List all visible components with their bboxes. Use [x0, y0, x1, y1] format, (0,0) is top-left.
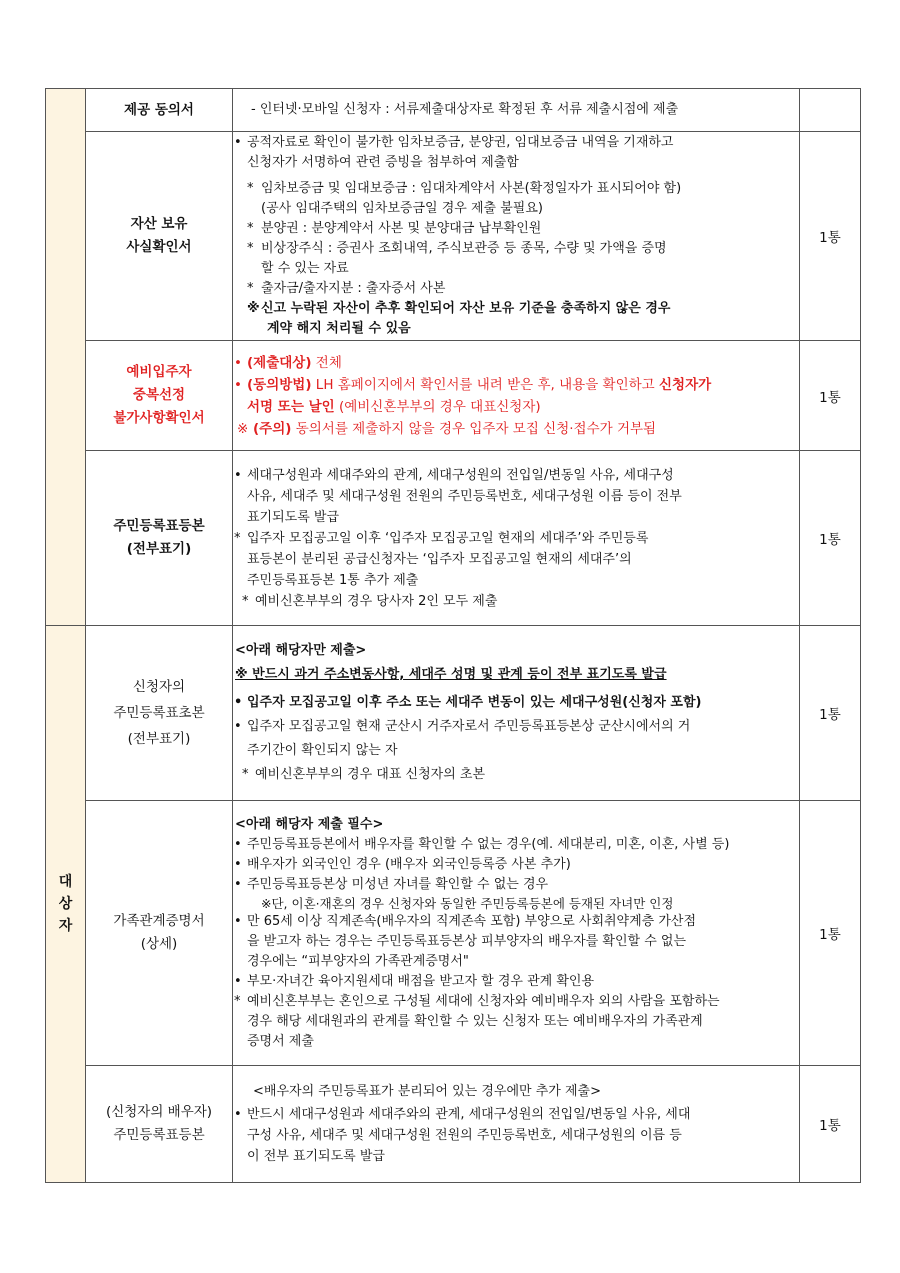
star-icon: * — [247, 241, 254, 256]
label-asset — [86, 132, 233, 341]
label-dup-1: 예비입주자 — [126, 364, 192, 380]
label-family — [86, 801, 233, 1066]
dup-t3-body: 동의서를 제출하지 않을 경우 입주자 모집 신청·접수가 거부됨 — [291, 420, 657, 437]
dup-t1-head: (제출대상) — [247, 354, 312, 371]
label-dup-3: 불가사항확인서 — [113, 410, 205, 426]
content-spouse — [233, 1066, 800, 1183]
dup-t2b-body: (예비신혼부부의 경우 대표신청자) — [334, 398, 541, 415]
label-family-1: 가족관계증명서 — [113, 913, 205, 929]
content-family — [233, 801, 800, 1066]
bullet-icon: • — [234, 913, 242, 929]
content-dup — [233, 341, 800, 451]
family-head: <아래 해당자 제출 필수> — [235, 816, 384, 832]
label-spouse-2: 주민등록표등본 — [113, 1127, 205, 1143]
resident-b2-1: 입주자 모집공고일 이후 ‘입주자 모집공고일 현재의 세대주’와 주민등록 — [247, 530, 649, 546]
star-icon: * — [242, 767, 249, 782]
spouse-b1-1: 반드시 세대구성원과 세대주와의 관계, 세대구성원의 전입일/변동일 사유, 세대 — [247, 1107, 691, 1122]
asset-item-1b: (공사 임대주택의 임차보증금일 경우 제출 불필요) — [261, 201, 543, 216]
count-dup: 1통 — [800, 341, 861, 451]
side-cell-target — [46, 626, 86, 1183]
ref-mark-icon: ※ — [237, 420, 249, 437]
row-family — [46, 801, 861, 1066]
resident-b1-1: 세대구성원과 세대주와의 관계, 세대구성원의 전입일/변동일 사유, 세대구성 — [247, 467, 674, 483]
row-dup — [46, 341, 861, 451]
asset-item-4: 출자금/출자지분 : 출자증서 사본 — [261, 281, 446, 296]
count-asset: 1통 — [800, 132, 861, 341]
abstract-b2-2: 주기간이 확인되지 않는 자 — [247, 743, 398, 758]
side-cell-top — [46, 89, 86, 626]
asset-item-1: 임차보증금 및 임대보증금 : 임대차계약서 사본(확정일자가 표시되어야 함) — [261, 181, 682, 196]
family-b5: 부모·자녀간 육아지원세대 배점을 받고자 할 경우 관계 확인용 — [247, 973, 595, 989]
bullet-icon: • — [234, 836, 242, 852]
count-consent — [800, 89, 861, 132]
side-label-2: 상 — [58, 896, 73, 912]
asset-item-3: 비상장주식 : 증권사 조회내역, 주식보관증 등 종목, 수량 및 가액을 증명 — [261, 241, 667, 256]
count-abstract: 1통 — [800, 626, 861, 801]
label-resident-1: 주민등록표등본 — [113, 518, 205, 534]
bullet-icon: • — [234, 467, 242, 483]
asset-intro-1: 공적자료로 확인이 불가한 임차보증금, 분양권, 임대보증금 내역을 기재하고 — [247, 135, 674, 150]
resident-b2-2: 표등본이 분리된 공급신청자는 ‘입주자 모집공고일 현재의 세대주’의 — [247, 551, 632, 567]
family-b3: 주민등록표등본상 미성년 자녀를 확인할 수 없는 경우 — [247, 876, 549, 892]
dup-t2-bold: 신청자가 — [659, 376, 712, 393]
document-table — [45, 88, 861, 1183]
spouse-head: <배우자의 주민등록표가 분리되어 있는 경우에만 추가 제출> — [253, 1084, 601, 1099]
label-dup-2: 중복선정 — [132, 387, 186, 403]
bullet-icon: • — [234, 135, 242, 150]
dup-t2-head: (동의방법) — [247, 376, 312, 393]
resident-b1-2: 사유, 세대주 및 세대구성원 전원의 주민등록번호, 세대구성원 이름 등이 전부 — [247, 488, 682, 504]
abstract-b3: 예비신혼부부의 경우 대표 신청자의 초본 — [255, 767, 486, 782]
bullet-icon: • — [234, 876, 242, 892]
bullet-icon: • — [234, 695, 243, 710]
label-consent: 제공 동의서 — [86, 89, 233, 132]
row-spouse — [46, 1066, 861, 1183]
dup-t2b-bold: 서명 또는 날인 — [247, 398, 335, 415]
asset-warn-2: 계약 해지 처리될 수 있음 — [267, 321, 411, 336]
row-asset — [46, 132, 861, 341]
abstract-b2-1: 입주자 모집공고일 현재 군산시 거주자로서 주민등록표등본상 군산시에서의 거 — [247, 719, 691, 734]
bullet-icon: • — [234, 376, 242, 393]
star-icon: * — [247, 281, 254, 296]
bullet-icon: • — [234, 856, 242, 872]
count-family: 1통 — [800, 801, 861, 1066]
star-icon: * — [234, 993, 241, 1009]
label-dup — [86, 341, 233, 451]
count-resident: 1통 — [800, 451, 861, 626]
label-resident-2: (전부표기) — [126, 541, 192, 557]
abstract-head: <아래 해당자만 제출> — [235, 643, 367, 658]
label-asset-2: 사실확인서 — [126, 239, 192, 255]
row-abstract — [46, 626, 861, 801]
asset-item-2: 분양권 : 분양계약서 사본 및 분양대금 납부확인원 — [261, 221, 542, 236]
label-asset-1: 자산 보유 — [130, 216, 188, 232]
resident-b2-3: 주민등록표등본 1통 추가 제출 — [247, 572, 419, 588]
bullet-icon: • — [234, 973, 242, 989]
bullet-icon: • — [234, 1107, 242, 1122]
content-asset — [233, 132, 800, 341]
dup-t3-head: (주의) — [253, 420, 292, 437]
bullet-icon: • — [234, 354, 242, 371]
spouse-b1-3: 이 전부 표기되도록 발급 — [247, 1149, 385, 1164]
family-b6-3: 증명서 제출 — [247, 1033, 314, 1049]
label-abstract-1: 신청자의 — [132, 679, 186, 695]
spouse-b1-2: 구성 사유, 세대주 및 세대구성원 전원의 주민등록번호, 세대구성원의 이름 등 — [247, 1128, 682, 1143]
family-b4-1: 만 65세 이상 직계존속(배우자의 직계존속 포함) 부양으로 사회취약계층 가산점 — [247, 913, 697, 929]
label-spouse — [86, 1066, 233, 1183]
ref-mark-icon: ※ — [247, 301, 260, 316]
family-b6-2: 경우 해당 세대원과의 관계를 확인할 수 있는 신청자 또는 예비배우자의 가족관계 — [247, 1013, 703, 1029]
asset-intro-2: 신청자가 서명하여 관련 증빙을 첨부하여 제출함 — [247, 155, 519, 170]
family-b6-1: 예비신혼부부는 혼인으로 구성될 세대에 신청자와 예비배우자 외의 사람을 포함하는 — [247, 993, 720, 1009]
count-spouse: 1통 — [800, 1066, 861, 1183]
dup-t2-body: LH 홈페이지에서 확인서를 내려 받은 후, 내용을 확인하고 — [311, 376, 660, 393]
label-abstract-2: 주민등록표초본 — [113, 705, 205, 721]
abstract-note: ※ 반드시 과거 주소변동사항, 세대주 성명 및 관계 등이 전부 표기도록 발급 — [235, 667, 667, 682]
abstract-b1: 입주자 모집공고일 이후 주소 또는 세대주 변동이 있는 세대구성원(신청자 포함) — [247, 695, 702, 710]
resident-b3: 예비신혼부부의 경우 당사자 2인 모두 제출 — [255, 593, 498, 609]
content-consent — [233, 89, 800, 132]
star-icon: * — [242, 593, 249, 609]
family-b4-2: 을 받고자 하는 경우는 주민등록표등본상 피부양자의 배우자를 확인할 수 없는 — [247, 933, 687, 949]
content-abstract — [233, 626, 800, 801]
asset-item-3b: 할 수 있는 자료 — [261, 261, 349, 276]
family-b3-note: ※단, 이혼·재혼의 경우 신청자와 동일한 주민등록등본에 등재된 자녀만 인정 — [261, 895, 674, 911]
label-spouse-1: (신청자의 배우자) — [105, 1104, 213, 1120]
dup-t1-body: 전체 — [311, 354, 342, 371]
family-b4-3: 경우에는 “피부양자의 가족관계증명서" — [247, 953, 469, 969]
content-resident — [233, 451, 800, 626]
star-icon: * — [234, 530, 241, 546]
star-icon: * — [247, 221, 254, 236]
asset-warn-1: 신고 누락된 자산이 추후 확인되어 자산 보유 기준을 충족하지 않은 경우 — [261, 301, 671, 316]
star-icon: * — [247, 181, 254, 196]
side-label-3: 자 — [58, 918, 73, 934]
resident-b1-3: 표기되도록 발급 — [247, 509, 340, 525]
row-consent — [46, 89, 861, 132]
row-resident — [46, 451, 861, 626]
label-resident — [86, 451, 233, 626]
label-abstract — [86, 626, 233, 801]
label-abstract-3: (전부표기) — [127, 731, 191, 747]
bullet-icon: • — [234, 719, 242, 734]
family-b2: 배우자가 외국인인 경우 (배우자 외국인등록증 사본 추가) — [247, 856, 571, 872]
label-family-2: (상세) — [140, 936, 178, 952]
side-label-1: 대 — [58, 874, 73, 890]
family-b1: 주민등록표등본에서 배우자를 확인할 수 없는 경우(예. 세대분리, 미혼, 이혼, 사별 등) — [247, 836, 730, 852]
consent-text: - 인터넷·모바일 신청자 : 서류제출대상자로 확정된 후 서류 제출시점에 제출 — [251, 102, 679, 117]
